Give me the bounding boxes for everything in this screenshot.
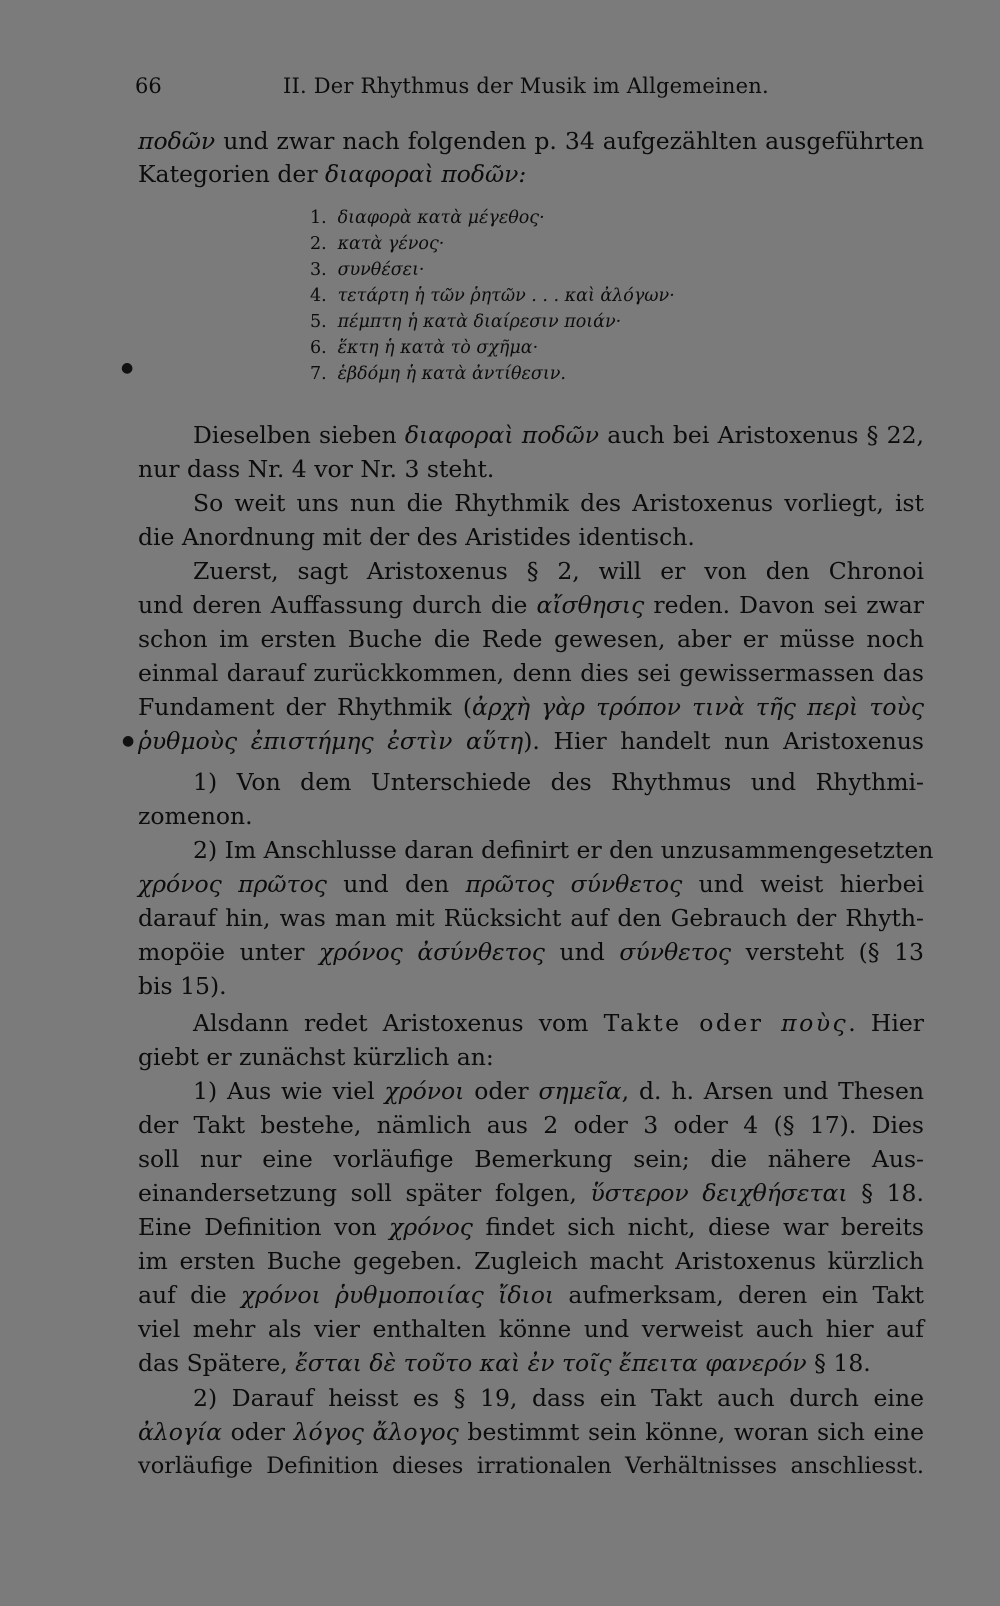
- text-line: Fundament der Rhythmik (ἀρχὴ γὰρ τρόπον τινὰ τῆς περὶ τοὺς: [138, 693, 924, 721]
- text-line: 1) Aus wie viel χρόνοι oder σημεῖα, d. h. Arsen und Thesen: [193, 1077, 924, 1105]
- text-line: Dieselben sieben διαφοραὶ ποδῶν auch bei Aristoxenus § 22,: [193, 421, 924, 449]
- text-line: zomenon.: [138, 802, 253, 830]
- text-line: im ersten Buche gegeben. Zugleich macht Aristoxenus kürzlich: [138, 1247, 924, 1275]
- page-number: 66: [135, 74, 162, 98]
- text-line: giebt er zunächst kürzlich an:: [138, 1043, 494, 1071]
- text-line: auf die χρόνοι ῥυθμοποιίας ἴδιοι aufmerksam, deren ein Takt: [138, 1281, 924, 1309]
- text-line: vorläufige Definition dieses irrationalen Verhältnisses anschliesst.: [138, 1453, 924, 1479]
- list-item: 3. συνθέσει·: [310, 260, 425, 280]
- text-line: Alsdann redet Aristoxenus vom Takte oder ποὺς. Hier: [193, 1009, 925, 1037]
- text-line: ἀλογία oder λόγος ἄλογος bestimmt sein könne, woran sich eine: [138, 1418, 924, 1446]
- text-line: die Anordnung mit der des Aristides identisch.: [138, 523, 695, 551]
- margin-dot: ●: [122, 733, 135, 749]
- running-title: II. Der Rhythmus der Musik im Allgemeinen.: [283, 74, 769, 98]
- text-line: darauf hin, was man mit Rücksicht auf den Gebrauch der Rhyth-: [138, 904, 924, 932]
- text-line: bis 15).: [138, 972, 227, 1000]
- text-line: schon im ersten Buche die Rede gewesen, aber er müsse noch: [138, 625, 924, 653]
- list-item: 7. ἑβδόμη ἡ κατὰ ἀντίθεσιν.: [310, 364, 566, 384]
- text-line: viel mehr als vier enthalten könne und verweist auch hier auf: [138, 1315, 924, 1343]
- text-line: nur dass Nr. 4 vor Nr. 3 steht.: [138, 455, 495, 483]
- text-line: Zuerst, sagt Aristoxenus § 2, will er von den Chronoi: [193, 557, 924, 585]
- text-line: einandersetzung soll später folgen, ὕστερον δειχθήσεται § 18.: [138, 1179, 924, 1207]
- category-list: [310, 205, 675, 387]
- page-header: [135, 74, 925, 110]
- list-item: 1. διαφορὰ κατὰ μέγεθος·: [310, 208, 545, 228]
- text-line: So weit uns nun die Rhythmik des Aristoxenus vorliegt, ist: [193, 489, 924, 517]
- text-line: ποδῶν und zwar nach folgenden p. 34 aufgezählten ausgeführten: [138, 127, 924, 155]
- list-item: 5. πέμπτη ἡ κατὰ διαίρεσιν ποιάν·: [310, 312, 622, 332]
- text-line: 1) Von dem Unterschiede des Rhythmus und Rhythmi-: [193, 768, 924, 796]
- text-line: einmal darauf zurückkommen, denn dies sei gewissermassen das: [138, 659, 924, 687]
- text-line: soll nur eine vorläufige Bemerkung sein; die nähere Aus-: [138, 1145, 924, 1173]
- text-line: χρόνος πρῶτος und den πρῶτος σύνθετος und weist hierbei: [138, 870, 924, 898]
- text-line: 2) Darauf heisst es § 19, dass ein Takt auch durch eine: [193, 1384, 924, 1412]
- list-item: 2. κατὰ γένος·: [310, 234, 445, 254]
- list-item: 6. ἕκτη ἡ κατὰ τὸ σχῆμα·: [310, 338, 539, 358]
- text-line: der Takt bestehe, nämlich aus 2 oder 3 oder 4 (§ 17). Dies: [138, 1111, 924, 1139]
- text-line: mopöie unter χρόνος ἀσύνθετος und σύνθετος versteht (§ 13: [138, 938, 924, 966]
- text-line: Eine Definition von χρόνος findet sich nicht, diese war bereits: [138, 1213, 924, 1241]
- text-line: ῥυθμοὺς ἐπιστήμης ἐστὶν αὕτη). Hier handelt nun Aristoxenus: [138, 727, 924, 755]
- list-item: 4. τετάρτη ἡ τῶν ῥητῶν . . . καὶ ἀλόγων·: [310, 286, 675, 306]
- margin-dot: ●: [121, 360, 134, 376]
- text-line: 2) Im Anschlusse daran definirt er den unzusammengesetzten: [193, 836, 934, 864]
- text-line: und deren Auffassung durch die αἴσθησις reden. Davon sei zwar: [138, 591, 924, 619]
- text-line: das Spätere, ἔσται δὲ τοῦτο καὶ ἐν τοῖς ἔπειτα φανερόν § 18.: [138, 1349, 871, 1377]
- text-line: Kategorien der διαφοραὶ ποδῶν:: [138, 160, 527, 188]
